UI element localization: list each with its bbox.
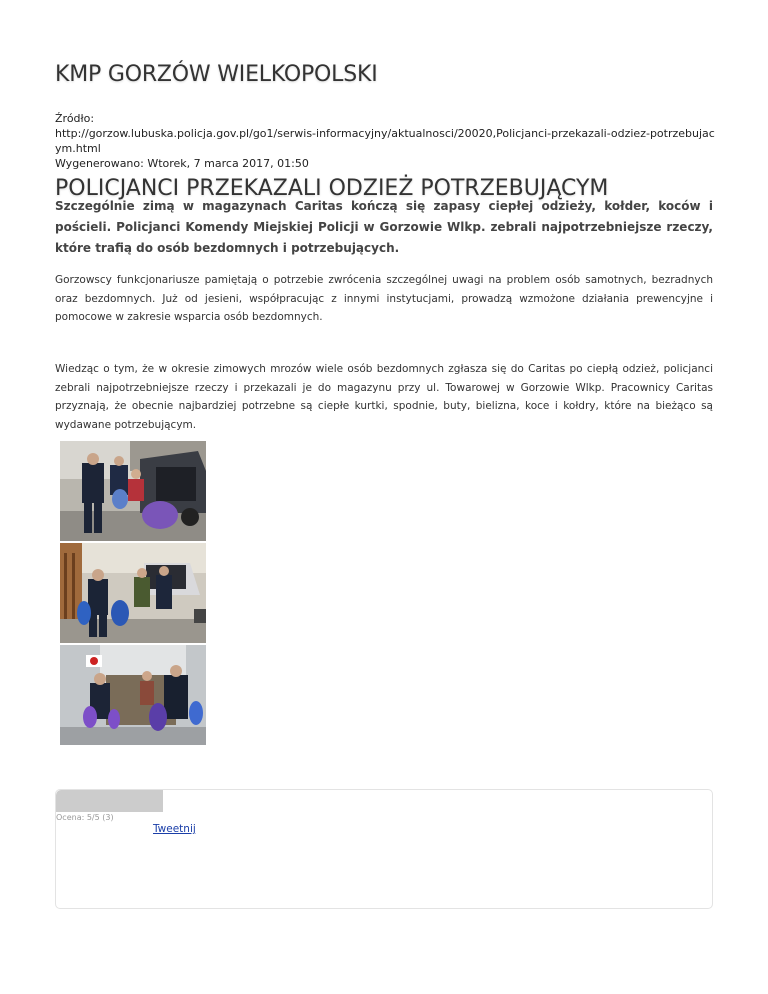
photo-officers-at-caritas-door [60,645,206,745]
article-lead: Szczególnie zimą w magazynach Caritas kończą się zapasy ciepłej odzieży, kołder, koców i pościeli. Policjanci Komendy Miejskiej Policji w Gorzowie Wlkp. zebrali najpotrzebniejsze rzeczy, które trafią do osób bezdomnych i potrzebujących. [55,199,713,255]
article-paragraph-1: Gorzowscy funkcjonariusze pamiętają o potrzebie zwrócenia szczególnej uwagi na problem osób samotnych, bezradnych oraz bezdomnych. Już od jesieni, współpracując z innymi instytucjami, prowadzą wzmożone działania prewencyjne i pomocowe w zakresie wsparcia osób bezdomnych. [55,274,713,323]
photo-officers-unloading-car [60,441,206,541]
rating-stars-bar[interactable] [56,790,163,812]
source-url: http://gorzow.lubuska.policja.gov.pl/go1/serwis-informacyjny/aktualnosci/20020,Policjanci-przekazali-odziez-potrzebujacym.html [55,127,715,155]
source-meta [55,111,715,171]
site-title: KMP GORZÓW WIELKOPOLSKI [55,62,378,87]
tweet-link[interactable]: Tweetnij [153,823,196,835]
rating-share-box [55,789,713,909]
rating-text: Ocena: 5/5 (3) [56,813,114,822]
generated-date: Wygenerowano: Wtorek, 7 marca 2017, 01:50 [55,157,309,170]
article-paragraph-2: Wiedząc o tym, że w okresie zimowych mrozów wiele osób bezdomnych zgłasza się do Caritas po ciepłą odzież, policjanci zebrali najpotrzebniejsze rzeczy i przekazali je do magazynu przy ul. Towarowej w Gorzowie Wlkp. Pracownicy Caritas przyznają, że obecnie najbardziej potrzebne są ciepłe kurtki, spodnie, buty, bielizna, koce i kołdry, które na bieżąco są wydawane potrzebującym. [55,363,713,431]
photo-officers-carrying-bags [60,543,206,643]
source-label: Źródło: [55,112,95,125]
article-title: POLICJANCI PRZEKAZALI ODZIEŻ POTRZEBUJĄCYM [55,176,609,201]
